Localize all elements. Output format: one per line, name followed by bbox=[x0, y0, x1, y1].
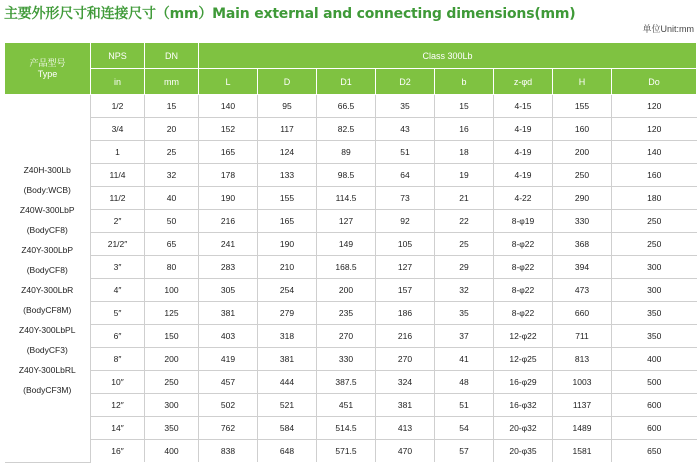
table-cell: 160 bbox=[553, 118, 612, 141]
table-cell: 330 bbox=[317, 348, 376, 371]
table-cell: 157 bbox=[376, 279, 435, 302]
type-line: Z40H-300Lb bbox=[23, 165, 71, 176]
table-row bbox=[5, 210, 697, 233]
table-cell: 114.5 bbox=[317, 187, 376, 210]
table-cell: 4-15 bbox=[494, 95, 553, 118]
table-cell: 105 bbox=[376, 233, 435, 256]
table-row bbox=[5, 325, 697, 348]
table-cell: 50 bbox=[145, 210, 199, 233]
col-header-D2: D2 bbox=[376, 69, 435, 95]
type-line: Z40Y-300LbPL bbox=[19, 325, 76, 336]
table-cell: 168.5 bbox=[317, 256, 376, 279]
table-cell: 82.5 bbox=[317, 118, 376, 141]
table-cell: 149 bbox=[317, 233, 376, 256]
table-cell: 15 bbox=[145, 95, 199, 118]
table-cell: 270 bbox=[376, 348, 435, 371]
table-cell: 300 bbox=[145, 394, 199, 417]
table-cell: 8-φ19 bbox=[494, 210, 553, 233]
table-cell: 250 bbox=[145, 371, 199, 394]
table-cell: 14″ bbox=[91, 417, 145, 440]
table-row bbox=[5, 302, 697, 325]
table-cell: 25 bbox=[145, 141, 199, 164]
dn-header: DN bbox=[145, 43, 199, 69]
table-cell: 155 bbox=[258, 187, 317, 210]
table-cell: 165 bbox=[199, 141, 258, 164]
table-cell: 1581 bbox=[553, 440, 612, 463]
table-cell: 1/2 bbox=[91, 95, 145, 118]
table-cell: 43 bbox=[376, 118, 435, 141]
table-cell: 711 bbox=[553, 325, 612, 348]
table-cell: 8″ bbox=[91, 348, 145, 371]
type-line: Z40Y-300LbR bbox=[21, 285, 74, 296]
table-cell: 500 bbox=[612, 371, 697, 394]
table-cell: 305 bbox=[199, 279, 258, 302]
table-cell: 40 bbox=[145, 187, 199, 210]
table-cell: 200 bbox=[145, 348, 199, 371]
table-cell: 400 bbox=[145, 440, 199, 463]
table-cell: 64 bbox=[376, 164, 435, 187]
table-cell: 210 bbox=[258, 256, 317, 279]
table-cell: 155 bbox=[553, 95, 612, 118]
table-cell: 51 bbox=[376, 141, 435, 164]
table-cell: 140 bbox=[612, 141, 697, 164]
table-cell: 124 bbox=[258, 141, 317, 164]
table-body bbox=[5, 95, 697, 463]
table-cell: 92 bbox=[376, 210, 435, 233]
table-cell: 250 bbox=[612, 210, 697, 233]
type-line: Z40Y-300LbP bbox=[21, 245, 74, 256]
table-cell: 41 bbox=[435, 348, 494, 371]
table-cell: 127 bbox=[376, 256, 435, 279]
table-cell: 413 bbox=[376, 417, 435, 440]
class-header: Class 300Lb bbox=[199, 43, 697, 69]
table-cell: 20-φ35 bbox=[494, 440, 553, 463]
table-cell: 3/4 bbox=[91, 118, 145, 141]
table-cell: 65 bbox=[145, 233, 199, 256]
table-row bbox=[5, 141, 697, 164]
table-cell: 521 bbox=[258, 394, 317, 417]
table-cell: 838 bbox=[199, 440, 258, 463]
table-cell: 4-19 bbox=[494, 141, 553, 164]
nps-unit-header: in bbox=[91, 69, 145, 95]
table-cell: 150 bbox=[145, 325, 199, 348]
table-cell: 6″ bbox=[91, 325, 145, 348]
table-cell: 57 bbox=[435, 440, 494, 463]
table-cell: 35 bbox=[376, 95, 435, 118]
table-cell: 11/4 bbox=[91, 164, 145, 187]
dn-unit-header: mm bbox=[145, 69, 199, 95]
table-cell: 457 bbox=[199, 371, 258, 394]
table-cell: 98.5 bbox=[317, 164, 376, 187]
table-cell: 350 bbox=[612, 302, 697, 325]
table-cell: 21/2″ bbox=[91, 233, 145, 256]
table-cell: 8-φ22 bbox=[494, 279, 553, 302]
unit-label: 单位Unit:mm bbox=[642, 24, 694, 34]
col-header-H: H bbox=[553, 69, 612, 95]
col-header-D1: D1 bbox=[317, 69, 376, 95]
type-line: Z40Y-300LbRL bbox=[18, 365, 76, 376]
col-header-bolts: z-φd bbox=[494, 69, 553, 95]
table-cell: 216 bbox=[199, 210, 258, 233]
table-cell: 8-φ22 bbox=[494, 233, 553, 256]
table-cell: 20 bbox=[145, 118, 199, 141]
col-header-D: D bbox=[258, 69, 317, 95]
table-cell: 133 bbox=[258, 164, 317, 187]
table-cell: 180 bbox=[612, 187, 697, 210]
table-cell: 648 bbox=[258, 440, 317, 463]
table-cell: 152 bbox=[199, 118, 258, 141]
table-cell: 54 bbox=[435, 417, 494, 440]
table-cell: 18 bbox=[435, 141, 494, 164]
table-cell: 200 bbox=[553, 141, 612, 164]
table-cell: 368 bbox=[553, 233, 612, 256]
table-cell: 3″ bbox=[91, 256, 145, 279]
table-cell: 444 bbox=[258, 371, 317, 394]
table-cell: 600 bbox=[612, 394, 697, 417]
page-title: 主要外形尺寸和连接尺寸（mm）Main external and connecting dimensions(mm) bbox=[4, 6, 576, 22]
table-cell: 186 bbox=[376, 302, 435, 325]
table-cell: 473 bbox=[553, 279, 612, 302]
table-cell: 216 bbox=[376, 325, 435, 348]
table-row bbox=[5, 233, 697, 256]
type-header-en: Type bbox=[37, 68, 58, 79]
table-cell: 1 bbox=[91, 141, 145, 164]
table-row bbox=[5, 440, 697, 463]
table-cell: 51 bbox=[435, 394, 494, 417]
table-row bbox=[5, 394, 697, 417]
type-header bbox=[5, 43, 91, 95]
type-line: (Body:WCB) bbox=[23, 185, 71, 196]
table-cell: 16″ bbox=[91, 440, 145, 463]
table-cell: 25 bbox=[435, 233, 494, 256]
col-header-b: b bbox=[435, 69, 494, 95]
table-cell: 89 bbox=[317, 141, 376, 164]
table-cell: 2″ bbox=[91, 210, 145, 233]
table-cell: 190 bbox=[199, 187, 258, 210]
table-cell: 120 bbox=[612, 95, 697, 118]
table-cell: 330 bbox=[553, 210, 612, 233]
table-row bbox=[5, 348, 697, 371]
table-cell: 95 bbox=[258, 95, 317, 118]
table-cell: 650 bbox=[647, 446, 662, 456]
table-cell: 120 bbox=[612, 118, 697, 141]
table-cell: 37 bbox=[435, 325, 494, 348]
table-cell: 200 bbox=[317, 279, 376, 302]
table-cell: 600 bbox=[612, 417, 697, 440]
table-cell: 4″ bbox=[91, 279, 145, 302]
table-cell: 5″ bbox=[91, 302, 145, 325]
table-cell: 35 bbox=[435, 302, 494, 325]
type-line: (BodyCF3) bbox=[26, 345, 68, 356]
table-cell: 403 bbox=[199, 325, 258, 348]
table-row bbox=[5, 187, 697, 210]
table-cell: 1489 bbox=[553, 417, 612, 440]
table-cell: 32 bbox=[435, 279, 494, 302]
table-cell: 160 bbox=[612, 164, 697, 187]
table-cell: 10″ bbox=[91, 371, 145, 394]
table-cell: 324 bbox=[376, 371, 435, 394]
table-cell: 16 bbox=[435, 118, 494, 141]
table-cell: 254 bbox=[258, 279, 317, 302]
table-cell: 80 bbox=[145, 256, 199, 279]
table-cell: 12-φ25 bbox=[494, 348, 553, 371]
table-cell: 350 bbox=[145, 417, 199, 440]
table-cell: 165 bbox=[258, 210, 317, 233]
table-cell: 19 bbox=[435, 164, 494, 187]
table-row bbox=[5, 256, 697, 279]
type-header-cn: 产品型号 bbox=[29, 57, 66, 68]
table-cell: 290 bbox=[553, 187, 612, 210]
table-cell: 4-22 bbox=[494, 187, 553, 210]
table-cell: 250 bbox=[553, 164, 612, 187]
table-row bbox=[5, 118, 697, 141]
type-line: (BodyCF8M) bbox=[23, 305, 72, 316]
table-row bbox=[5, 164, 697, 187]
table-cell: 470 bbox=[376, 440, 435, 463]
dimensions-table bbox=[4, 42, 697, 463]
table-cell: 813 bbox=[553, 348, 612, 371]
table-cell: 32 bbox=[145, 164, 199, 187]
nps-header: NPS bbox=[91, 43, 145, 69]
table-cell: 381 bbox=[258, 348, 317, 371]
table-cell: 762 bbox=[199, 417, 258, 440]
col-header-Do: Do bbox=[612, 69, 697, 95]
table-cell: 16-φ29 bbox=[494, 371, 553, 394]
table-cell: 20-φ32 bbox=[494, 417, 553, 440]
table-cell: 117 bbox=[258, 118, 317, 141]
table-cell: 1003 bbox=[553, 371, 612, 394]
table-cell: 8-φ22 bbox=[494, 256, 553, 279]
table-cell: 381 bbox=[376, 394, 435, 417]
table-row bbox=[5, 95, 697, 118]
table-cell: 21 bbox=[435, 187, 494, 210]
table-cell: 4-19 bbox=[494, 118, 553, 141]
table-cell: 12-φ22 bbox=[494, 325, 553, 348]
table-cell: 419 bbox=[199, 348, 258, 371]
table-cell: 100 bbox=[145, 279, 199, 302]
table-cell: 300 bbox=[612, 279, 697, 302]
table-cell: 502 bbox=[199, 394, 258, 417]
table-row bbox=[5, 279, 697, 302]
table-cell: 279 bbox=[258, 302, 317, 325]
table-cell: 140 bbox=[199, 95, 258, 118]
col-header-L: L bbox=[199, 69, 258, 95]
table-row bbox=[5, 417, 697, 440]
table-cell: 394 bbox=[553, 256, 612, 279]
table-cell: 12″ bbox=[91, 394, 145, 417]
table-cell: 400 bbox=[612, 348, 697, 371]
table-cell: 48 bbox=[435, 371, 494, 394]
table-cell: 15 bbox=[435, 95, 494, 118]
table-cell: 300 bbox=[612, 256, 697, 279]
table-cell: 270 bbox=[317, 325, 376, 348]
type-line: (BodyCF3M) bbox=[23, 385, 72, 396]
type-line: Z40W-300LbP bbox=[19, 205, 75, 216]
type-line: (BodyCF8) bbox=[26, 225, 68, 236]
table-cell: 66.5 bbox=[317, 95, 376, 118]
table-cell: 571.5 bbox=[317, 440, 376, 463]
table-cell: 283 bbox=[199, 256, 258, 279]
table-cell: 660 bbox=[553, 302, 612, 325]
table-cell: 190 bbox=[258, 233, 317, 256]
table-cell: 235 bbox=[317, 302, 376, 325]
table-cell: 318 bbox=[258, 325, 317, 348]
table-cell: 350 bbox=[612, 325, 697, 348]
table-row bbox=[5, 371, 697, 394]
table-cell: 387.5 bbox=[317, 371, 376, 394]
table-cell: 127 bbox=[317, 210, 376, 233]
type-cell bbox=[5, 95, 91, 463]
table-cell: 4-19 bbox=[494, 164, 553, 187]
table-cell: 381 bbox=[199, 302, 258, 325]
table-cell: 16-φ32 bbox=[494, 394, 553, 417]
table-cell: 178 bbox=[199, 164, 258, 187]
table-cell: 514.5 bbox=[317, 417, 376, 440]
table-cell: 73 bbox=[376, 187, 435, 210]
type-line: (BodyCF8) bbox=[26, 265, 68, 276]
table-cell: 1137 bbox=[553, 394, 612, 417]
table-cell: 451 bbox=[317, 394, 376, 417]
table-cell: 584 bbox=[258, 417, 317, 440]
table-cell: 125 bbox=[145, 302, 199, 325]
table-cell: 8-φ22 bbox=[494, 302, 553, 325]
table-cell: 22 bbox=[435, 210, 494, 233]
table-cell: 29 bbox=[435, 256, 494, 279]
table-cell: 11/2 bbox=[91, 187, 145, 210]
table-cell: 250 bbox=[612, 233, 697, 256]
table-cell: 241 bbox=[199, 233, 258, 256]
